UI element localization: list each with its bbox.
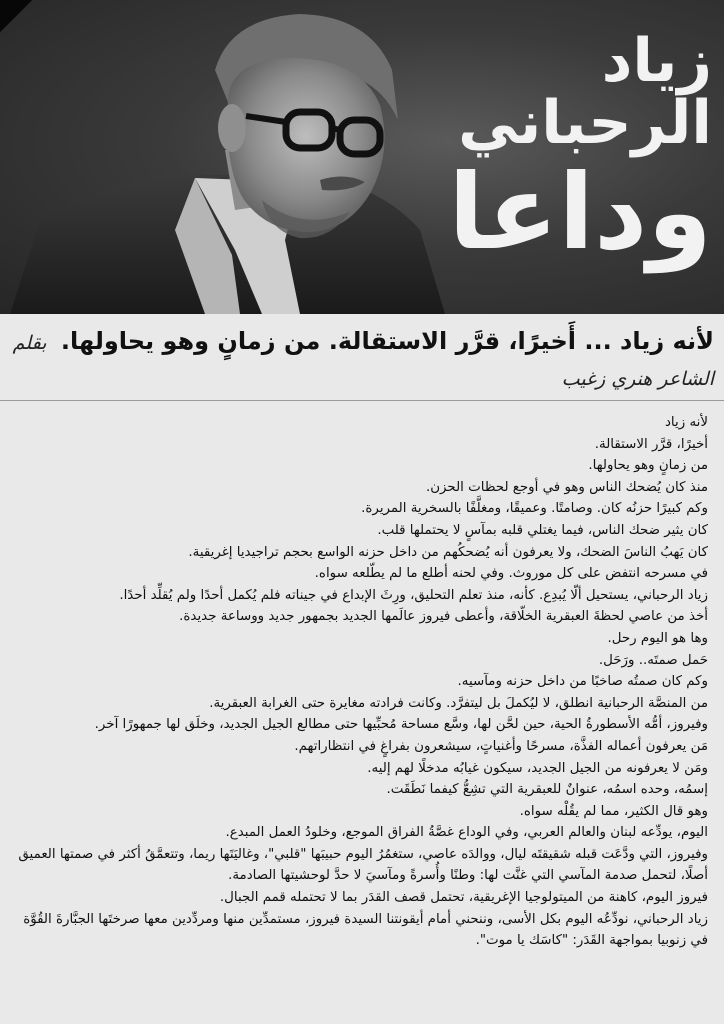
paragraph: زياد الرحباني، نودِّعُه اليوم بكل الأسى، وننحني أمام أيقونتنا السيدة فيروز، مستمدِّين منها ومردِّدين معها صرختَها الجبَّارةَ القُوَّة في زنوبيا بمواجهة القَدَر: "كاسَك يا موت". bbox=[23, 911, 708, 949]
article-body bbox=[12, 412, 708, 952]
paragraph: لأنه زياد bbox=[664, 415, 708, 430]
paragraph: اليوم، يودِّعه لبنان والعالم العربي، وفي الوداع غصَّةُ الفراق الموجع، وخلودُ العمل المبدع. bbox=[225, 825, 708, 841]
paragraph: أخذ من عاصي لحظةَ العبقرية الخلّاقة، وأعطى فيروز عالَمها الجديد بجمهور جديد ووساعة جديدة. bbox=[179, 609, 708, 625]
paragraph: زياد الرحباني، يستحيل ألّا يُبدِع. كأنه، منذ تعلم التحليق، ورِثَ الإبداع في جيناته فلم يُكمل أحدًا ولم يُقلِّد أحدًا. bbox=[119, 587, 708, 603]
headline-block bbox=[0, 314, 724, 401]
headline bbox=[10, 324, 714, 396]
paragraph: وكم كبيرًا حزنُه كان. وصامتًا. وعميقًا، ومغلَّفًا بالسخرية المريرة. bbox=[361, 501, 708, 517]
banner-title-first-name: زياد bbox=[601, 26, 712, 96]
paragraph: ومَن لا يعرفونه من الجيل الجديد، سيكون غيابُه مدخلًا لهم إليه. bbox=[367, 760, 708, 776]
byline: بقلم الشاعر هنري زغيب bbox=[12, 332, 714, 390]
paragraph: من المنصَّة الرحبانية انطلق، لا ليُكملَ بل ليتفرَّد. وكانت فرادته مغايرة حتى الغرابة العبقرية. bbox=[209, 695, 708, 711]
paragraph: من زمانٍ وهو يحاولها. bbox=[588, 458, 708, 474]
paragraph: أخيرًا، قرَّر الاستقالة. bbox=[594, 436, 708, 452]
portrait-photo bbox=[0, 0, 460, 314]
paragraph: حَمل صمتَه.. ورَحَل. bbox=[598, 652, 708, 668]
paragraph: في مسرحه انتفض على كل موروث. وفي لحنه أطلع ما لم يطّلعه سواه. bbox=[314, 566, 708, 582]
memorial-banner bbox=[0, 0, 724, 314]
paragraph: وكم كان صمتُه صاخبًا من داخل حزنه ومآسيه. bbox=[457, 674, 708, 690]
paragraph: مَن يعرفون أعماله الفذَّة، مسرحًا وأغنياتٍ، سيشعرون بفراغٍ في انتظاراتهم. bbox=[294, 738, 708, 754]
banner-title-family-name: الرحباني bbox=[458, 88, 712, 158]
banner-title bbox=[412, 26, 712, 273]
paragraph: وها هو اليوم رحل. bbox=[607, 630, 708, 646]
paragraph: كان يَهبُ الناسَ الضحك، ولا يعرفون أنه يُضحكُهم من داخل حزنه الواسع بحجم تراجيديا إغريقية. bbox=[188, 544, 708, 560]
paragraph: وفيروز، التي ودَّعَت قبله شقيقتَه ليال، ووالدَه عاصي، ستغمُرُ اليوم حبيبَها "قلبي"، وغاليَتَها ريما، وتتعمَّقُ أكثر في صمتها العميق أصلًا، لتحمل صدمة المآسي التي غنَّت لها: وطنًا وأُسرةً ومآسيَ لا حدَّ لوحشيتها الصادمة. bbox=[18, 846, 708, 884]
paragraph: منذ كان يُضحك الناس وهو في أوجع لحظات الحزن. bbox=[425, 479, 708, 495]
banner-title-farewell: وداعا bbox=[448, 151, 712, 273]
headline-text: لأنه زياد ... أَخيرًا، قرَّر الاستقالة. من زمانٍ وهو يحاولها. bbox=[60, 327, 714, 355]
paragraph: وهو قال الكثير، مما لم يقُلْه سواه. bbox=[519, 803, 708, 819]
paragraph: وفيروز، أمُّه الأسطورةُ الحية، حين لحَّن لها، وسَّع مساحة مُحبِّيها حتى مطالع الجيل الجديد، وخلَق لها جمهورًا آخر. bbox=[94, 717, 708, 733]
paragraph: كان يثير ضحك الناس، فيما يغتلي قلبه بمآسٍ لا يحتملها قلب. bbox=[377, 522, 708, 538]
paragraph: فيروز اليوم، كاهنة من الميتولوجيا الإغريقية، تحتمل قصف القدَر بما لا تحتمله قمم الجبال. bbox=[219, 890, 708, 906]
paragraph: إسمُه، وحده اسمُه، عنوانٌ للعبقرية التي تشِعُّ كيفما نَطَقَت. bbox=[386, 782, 708, 798]
